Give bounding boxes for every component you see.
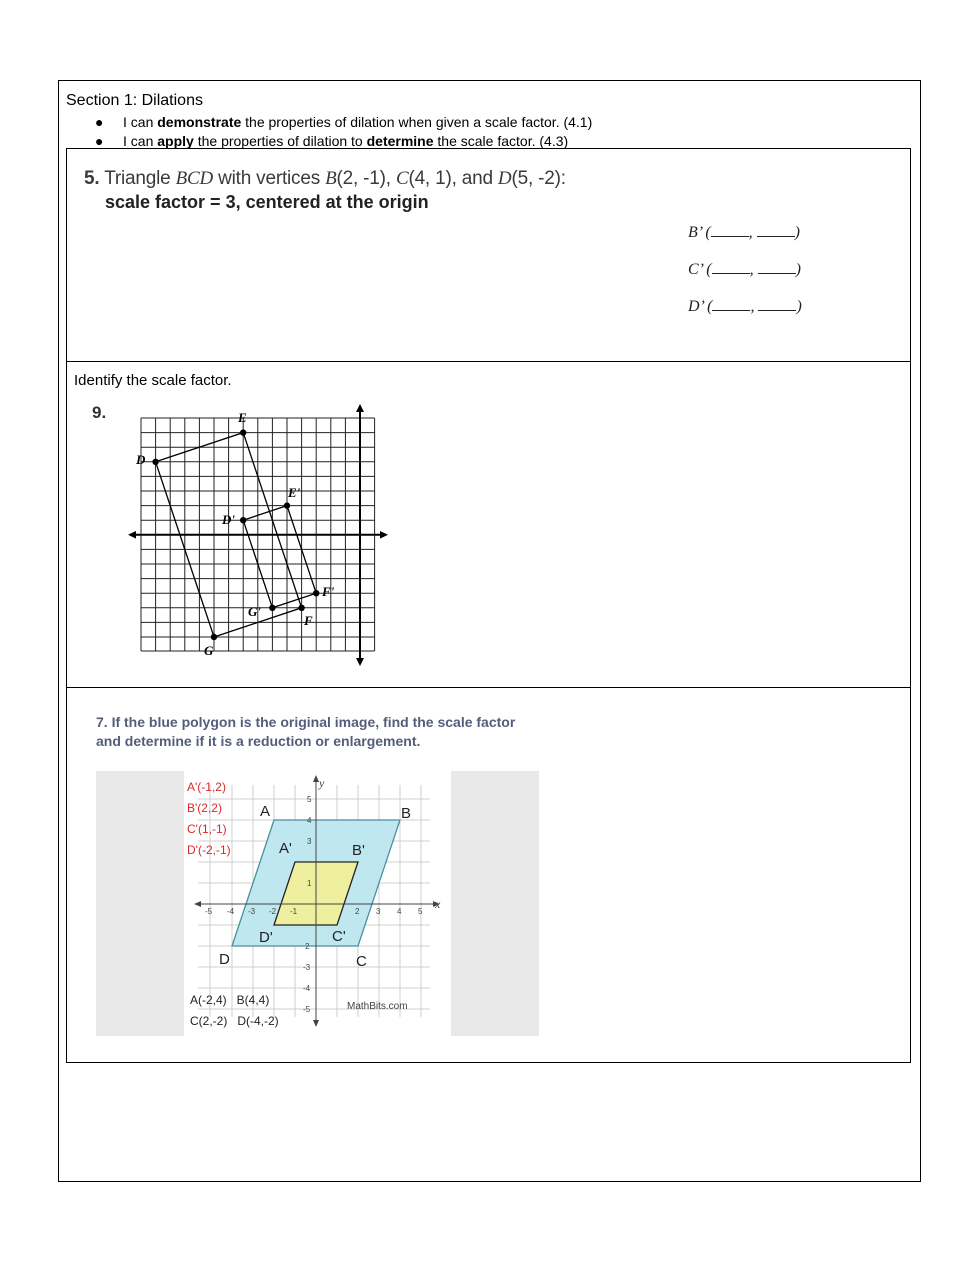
orig-coords-line1: A(-2,4) B(4,4) bbox=[190, 993, 270, 1007]
red-coord-c: C'(1,-1) bbox=[187, 822, 227, 836]
red-coord-a: A'(-1,2) bbox=[187, 780, 226, 794]
red-coord-d: D'(-2,-1) bbox=[187, 843, 231, 857]
svg-text:-5: -5 bbox=[205, 907, 213, 916]
x-axis-arrow-left bbox=[128, 531, 136, 539]
svg-text:2: 2 bbox=[305, 942, 310, 951]
svg-text:-1: -1 bbox=[290, 907, 298, 916]
label-e-prime: E' bbox=[288, 485, 301, 500]
watermark: MathBits.com bbox=[347, 1001, 408, 1012]
q7-question-line2: and determine if it is a reduction or enlargement. bbox=[96, 733, 421, 749]
q7-graph bbox=[184, 771, 451, 1036]
q5-title: 5. Triangle BCD with vertices B(2, -1), C(4, 1), and D(5, -2): bbox=[84, 168, 566, 189]
q9-number: 9. bbox=[92, 403, 107, 422]
image-margin-left bbox=[96, 771, 184, 1036]
section-title: Section 1: Dilations bbox=[66, 92, 203, 109]
bullet-icon: ● bbox=[95, 114, 104, 130]
y-axis-arrow-up bbox=[356, 404, 364, 412]
q5-subtitle: scale factor = 3, centered at the origin bbox=[105, 192, 429, 212]
svg-text:-3: -3 bbox=[303, 963, 311, 972]
svg-text:2: 2 bbox=[355, 907, 360, 916]
svg-text:-4: -4 bbox=[303, 984, 311, 993]
svg-text:-4: -4 bbox=[227, 907, 235, 916]
objective-item: ● I can apply the properties of dilation to determine the scale factor. (4.3) bbox=[95, 133, 569, 149]
svg-text:-5: -5 bbox=[303, 1005, 311, 1014]
label-g: G bbox=[204, 643, 214, 658]
y-axis-arrow-down bbox=[356, 658, 364, 666]
orig-coords-line2: C(2,-2) D(-4,-2) bbox=[190, 1014, 279, 1028]
svg-text:-2: -2 bbox=[269, 907, 277, 916]
svg-text:1: 1 bbox=[307, 879, 312, 888]
answer-c-prime[interactable]: C’ ( , ) bbox=[688, 261, 801, 278]
label-a-prime: A' bbox=[279, 840, 292, 857]
q9-graph bbox=[120, 400, 400, 670]
x-axis-arrow-right bbox=[380, 531, 388, 539]
svg-text:4: 4 bbox=[397, 907, 402, 916]
row-divider bbox=[66, 361, 911, 362]
answer-b-prime[interactable]: B’ ( , ) bbox=[688, 224, 800, 241]
label-c-prime: C' bbox=[332, 928, 346, 945]
y-axis-label: y bbox=[319, 776, 325, 790]
polygon-defg-prime bbox=[243, 506, 316, 608]
answer-d-prime[interactable]: D’ ( , ) bbox=[688, 298, 802, 315]
x-axis-label: x bbox=[435, 897, 441, 911]
label-b: B bbox=[401, 805, 412, 822]
label-c: C bbox=[356, 953, 367, 970]
svg-text:4: 4 bbox=[307, 816, 312, 825]
image-margin-right bbox=[451, 771, 539, 1036]
label-d: D bbox=[219, 951, 230, 968]
objective-item: ● I can demonstrate the properties of dilation when given a scale factor. (4.1) bbox=[95, 114, 593, 130]
red-coord-b: B'(2,2) bbox=[187, 801, 222, 815]
label-e: E bbox=[238, 410, 247, 425]
label-f-prime: F' bbox=[322, 584, 335, 599]
label-d: D bbox=[136, 452, 146, 467]
row-divider bbox=[66, 687, 911, 688]
label-d-prime: D' bbox=[222, 512, 235, 527]
label-a: A bbox=[260, 803, 271, 820]
label-b-prime: B' bbox=[352, 842, 365, 859]
svg-text:5: 5 bbox=[307, 795, 312, 804]
svg-text:3: 3 bbox=[376, 907, 381, 916]
q9-instruction: Identify the scale factor. bbox=[74, 372, 232, 389]
svg-text:3: 3 bbox=[307, 837, 312, 846]
label-f: F bbox=[304, 613, 313, 628]
q7-question-line1: 7. If the blue polygon is the original image, find the scale factor bbox=[96, 714, 516, 730]
label-g-prime: G' bbox=[248, 604, 261, 619]
label-d-prime: D' bbox=[259, 929, 273, 946]
svg-text:-3: -3 bbox=[248, 907, 256, 916]
svg-text:5: 5 bbox=[418, 907, 423, 916]
bullet-icon: ● bbox=[95, 133, 104, 149]
